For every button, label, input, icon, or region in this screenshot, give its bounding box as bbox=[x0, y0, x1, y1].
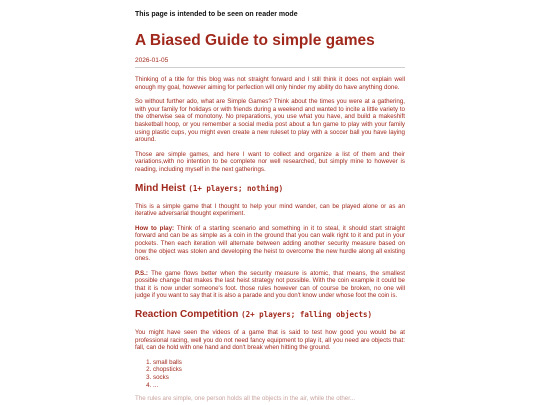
list-item: 2. chopsticks bbox=[153, 366, 540, 374]
mind-heist-description: This is a simple game that I thought to help your mind wander, can be played alone or as an iterative adversarial thought experiment. bbox=[135, 202, 405, 218]
reaction-competition-description: You might have seen the videos of a game that is said to test how good you would be at professional racing, well you do not need fancy equipment to play it, all you need are objects that: fall, can de hold with one hand and don't break when hitting the ground. bbox=[135, 329, 405, 352]
intro-paragraph-1: Thinking of a title for this blog was not straight forward and I still think it does not explain well enough my goal, however aiming for perfection will only hinder my ability do have anything done. bbox=[135, 76, 405, 91]
ps-label: P.S.: bbox=[135, 269, 148, 277]
how-to-play-label: How to play: bbox=[135, 224, 175, 232]
section-heading-text: Mind Heist bbox=[135, 182, 186, 194]
how-to-play-text: Think of a starting scenario and something in it to steal, it should start straight forward and can be as simple as a coin in the ground that you can walk right to it and put in your pockets. Then each iteration will alternate between adding another security measure based on how the object was stolen and developing the heist to overcome the new hurdle along all existing ones. bbox=[135, 224, 406, 263]
post-date: 2026-01-05 bbox=[135, 57, 169, 64]
reader-mode-notice: This page is intended to be seen on reader mode bbox=[135, 11, 298, 18]
intro-paragraph-2: So without further ado, what are Simple Games? Think about the times you were at a gathering, with your family for holidays or with friends during a weekend and wanted to incite a little variety to the otherwise sea of monotony. No preparations, you use what you have, and build a makeshift basketball hoop, or you remember a social media post about a fun game to play with your family using plastic cups, you might even create a new ruleset to play with a soccer ball you have laying around. bbox=[135, 98, 405, 144]
section-heading-mind-heist bbox=[135, 183, 540, 195]
trailing-paragraph: The rules are simple, one person holds all the objects in the air, while the other... bbox=[135, 395, 356, 403]
section-heading-tag: (1+ players; nothing) bbox=[188, 183, 284, 193]
title-divider bbox=[135, 67, 405, 68]
section-heading-tag: (2+ players; falling objects) bbox=[241, 310, 373, 320]
page-title: A Biased Guide to simple games bbox=[135, 32, 375, 49]
objects-list bbox=[135, 359, 540, 389]
list-item: 3. socks bbox=[153, 374, 540, 382]
section-heading-reaction-competition bbox=[135, 309, 540, 321]
list-item: 1. small balls bbox=[153, 359, 540, 367]
mind-heist-ps bbox=[135, 270, 405, 300]
intro-paragraph-3: Those are simple games, and here I want to collect and organize a list of them and their variations,with no intention to be complete nor well researched, but simply mine to however is reading, including myself in the next gatherings. bbox=[135, 150, 405, 173]
section-heading-text: Reaction Competition bbox=[135, 309, 239, 321]
reader-page bbox=[135, 0, 540, 403]
list-item: 4. ... bbox=[153, 382, 540, 390]
ps-text: The game flows better when the security measure is atomic, that means, the smallest possible change that makes the last heist strategy not possible. With the coin example it could be that it is now under someone's foot. those rules however can of course be broken, no one will judge if you want to say that it is also a parade and you don't know under whose foot the coin is. bbox=[135, 269, 405, 300]
mind-heist-how-to-play bbox=[135, 225, 405, 263]
